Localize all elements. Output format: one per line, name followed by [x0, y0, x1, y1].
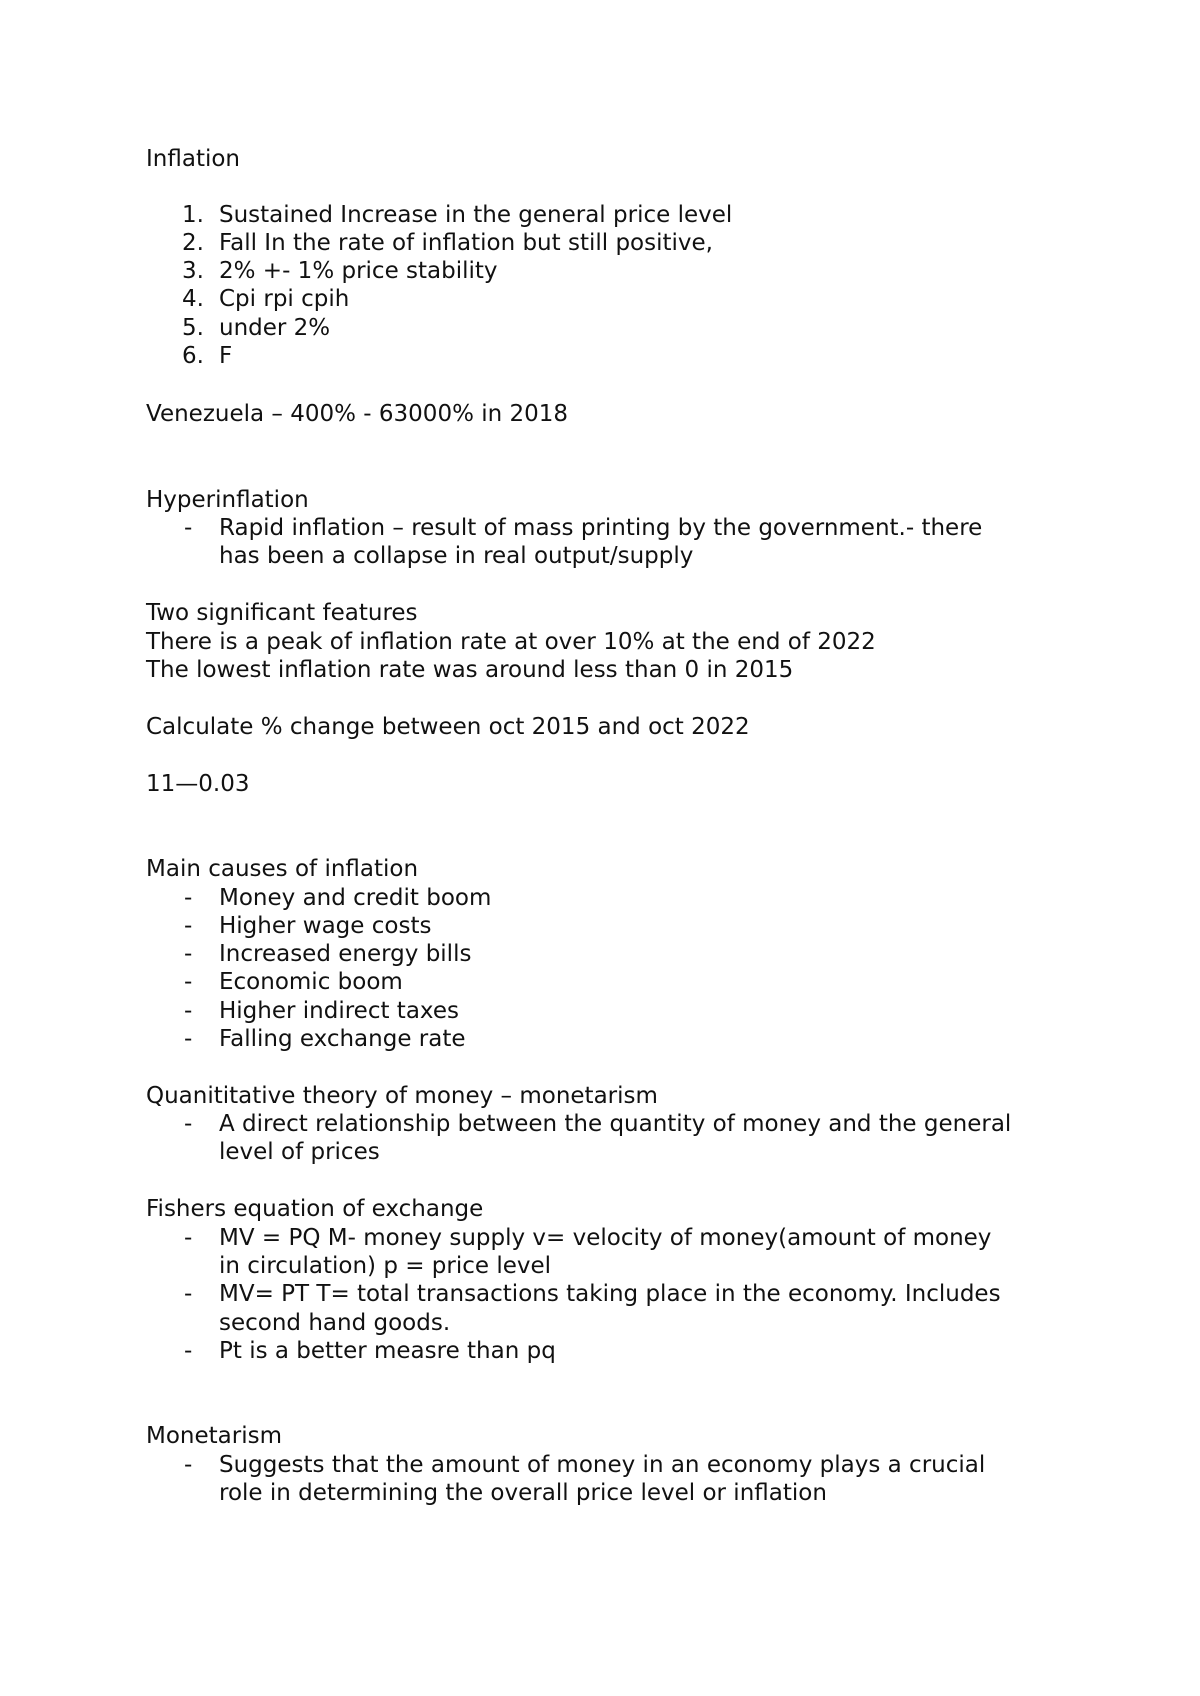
bullet-item: Higher indirect taxes [219, 998, 459, 1024]
list-marker: 3. [182, 258, 204, 284]
bullet-marker: - [184, 1225, 193, 1251]
bullet-marker: - [184, 1026, 193, 1052]
monetarism-heading: Monetarism [146, 1423, 282, 1449]
features-heading: Two significant features [146, 600, 418, 626]
feature-line: There is a peak of inflation rate at over 10% at the end of 2022 [146, 629, 876, 655]
bullet-item: Rapid inflation – result of mass printing by the government.- there [219, 515, 983, 541]
causes-heading: Main causes of inflation [146, 856, 419, 882]
hyperinflation-heading: Hyperinflation [146, 487, 309, 513]
bullet-item: Higher wage costs [219, 913, 432, 939]
list-item: 2% +- 1% price stability [219, 258, 498, 284]
bullet-item-continued: in circulation) p = price level [219, 1253, 552, 1279]
list-item: Cpi rpi cpih [219, 286, 350, 312]
bullet-item-continued: has been a collapse in real output/supply [219, 543, 694, 569]
list-item: Sustained Increase in the general price level [219, 202, 733, 228]
calculation-line: 11—0.03 [146, 771, 250, 797]
bullet-marker: - [184, 1452, 193, 1478]
bullet-item: Pt is a better measre than pq [219, 1338, 556, 1364]
document-title: Inflation [146, 146, 240, 172]
bullet-marker: - [184, 969, 193, 995]
bullet-marker: - [184, 1111, 193, 1137]
bullet-marker: - [184, 1338, 193, 1364]
list-marker: 6. [182, 343, 204, 369]
bullet-marker: - [184, 1281, 193, 1307]
calculate-prompt: Calculate % change between oct 2015 and oct 2022 [146, 714, 750, 740]
list-marker: 4. [182, 286, 204, 312]
fishers-heading: Fishers equation of exchange [146, 1196, 484, 1222]
bullet-item: Suggests that the amount of money in an economy plays a crucial [219, 1452, 986, 1478]
venezuela-note: Venezuela – 400% - 63000% in 2018 [146, 401, 569, 427]
bullet-item: MV = PQ M- money supply v= velocity of money(amount of money [219, 1225, 992, 1251]
bullet-item-continued: level of prices [219, 1139, 380, 1165]
bullet-marker: - [184, 913, 193, 939]
bullet-item: A direct relationship between the quantity of money and the general [219, 1111, 1012, 1137]
bullet-item: Money and credit boom [219, 885, 492, 911]
list-item: F [219, 343, 233, 369]
bullet-item: Falling exchange rate [219, 1026, 466, 1052]
quantity-theory-heading: Quanititative theory of money – monetarism [146, 1083, 658, 1109]
bullet-item: Economic boom [219, 969, 403, 995]
bullet-marker: - [184, 885, 193, 911]
feature-line: The lowest inflation rate was around less than 0 in 2015 [146, 657, 794, 683]
list-marker: 5. [182, 315, 204, 341]
list-marker: 2. [182, 230, 204, 256]
bullet-marker: - [184, 941, 193, 967]
bullet-item-continued: role in determining the overall price level or inflation [219, 1480, 827, 1506]
bullet-item-continued: second hand goods. [219, 1310, 451, 1336]
list-item: Fall In the rate of inflation but still positive, [219, 230, 713, 256]
bullet-item: Increased energy bills [219, 941, 472, 967]
bullet-marker: - [184, 998, 193, 1024]
bullet-item: MV= PT T= total transactions taking place in the economy. Includes [219, 1281, 1001, 1307]
list-item: under 2% [219, 315, 331, 341]
list-marker: 1. [182, 202, 204, 228]
bullet-marker: - [184, 515, 193, 541]
